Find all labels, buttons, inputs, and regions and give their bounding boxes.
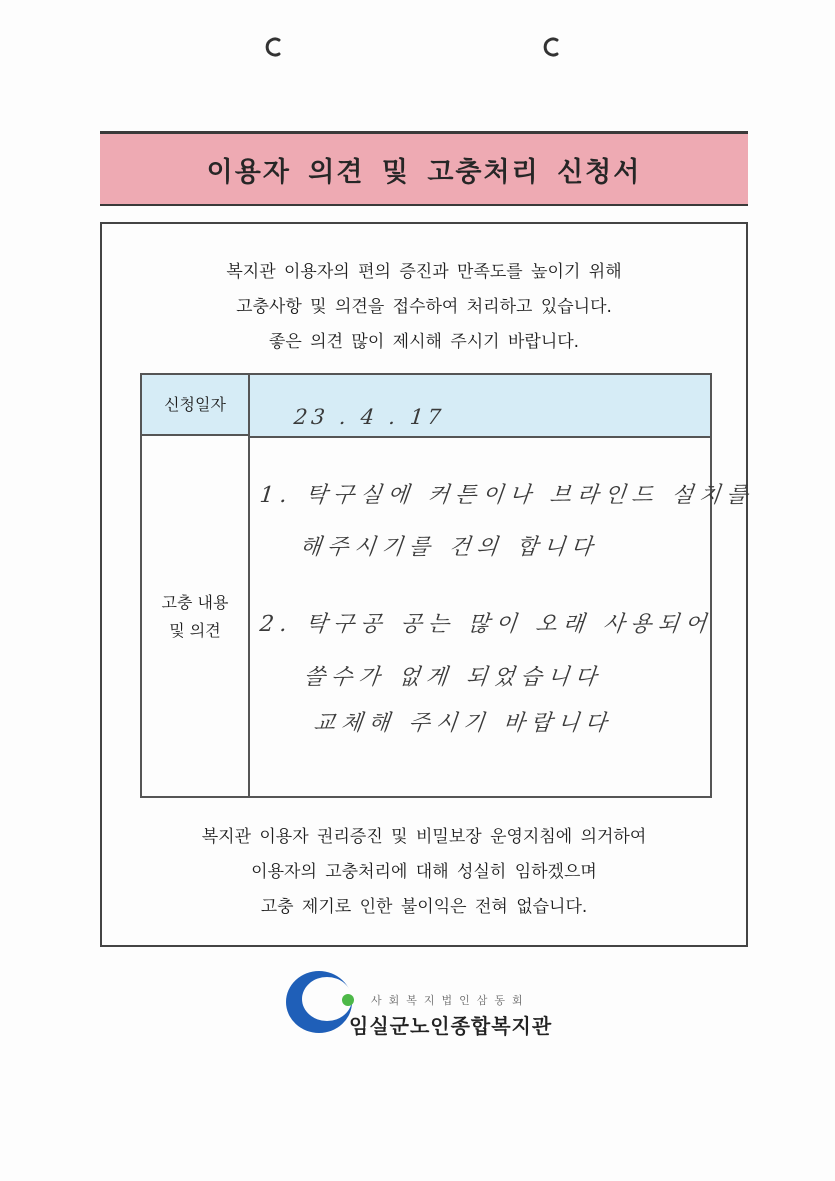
- complaint-form-table: [140, 373, 755, 798]
- content-label-line: 고충 내용: [161, 593, 229, 612]
- intro-text: [102, 255, 746, 360]
- date-label-cell: [142, 375, 250, 436]
- outro-line: 이용자의 고충처리에 대해 성실히 임하겠으며: [251, 862, 597, 882]
- outro-line: 복지관 이용자 권리증진 및 비밀보장 운영지침에 의거하여: [201, 827, 647, 847]
- form-frame: [100, 222, 755, 947]
- date-value: 23 . 4 . 17: [292, 405, 447, 429]
- logo-name: 임실군노인종합복지관: [349, 1014, 553, 1038]
- handwritten-line: 1. 탁구실에 커튼이나 브라인드 설치를: [258, 483, 755, 508]
- form-title-band: [100, 131, 748, 206]
- handwritten-line: 교체해 주시기 바랍니다: [312, 711, 614, 736]
- content-label-line: 및 의견: [169, 621, 221, 640]
- date-value-cell[interactable]: [250, 375, 710, 438]
- outro-line: 고충 제기로 인한 불이익은 전혀 없습니다.: [260, 897, 588, 917]
- outro-text: [102, 820, 746, 925]
- form-title: 이용자 의견 및 고충처리 신청서: [206, 156, 642, 188]
- intro-line: 좋은 의견 많이 제시해 주시기 바랍니다.: [268, 332, 580, 352]
- date-label: 신청일자: [164, 394, 226, 414]
- punch-hole-right: [540, 36, 562, 58]
- handwritten-line: 쓸수가 없게 되었습니다: [302, 665, 604, 690]
- intro-line: 고충사항 및 의견을 접수하여 처리하고 있습니다.: [236, 297, 612, 317]
- logo-subtitle: 사회복지법인삼동회: [371, 994, 530, 1007]
- intro-line: 복지관 이용자의 편의 증진과 만족도를 높이기 위해: [226, 262, 622, 282]
- punch-hole-left: [262, 36, 284, 58]
- handwritten-line: 해주시기를 건의 합니다: [298, 535, 600, 560]
- handwritten-line: 2. 탁구공 공는 많이 오래 사용되어: [258, 612, 714, 637]
- content-label-cell: [142, 436, 250, 798]
